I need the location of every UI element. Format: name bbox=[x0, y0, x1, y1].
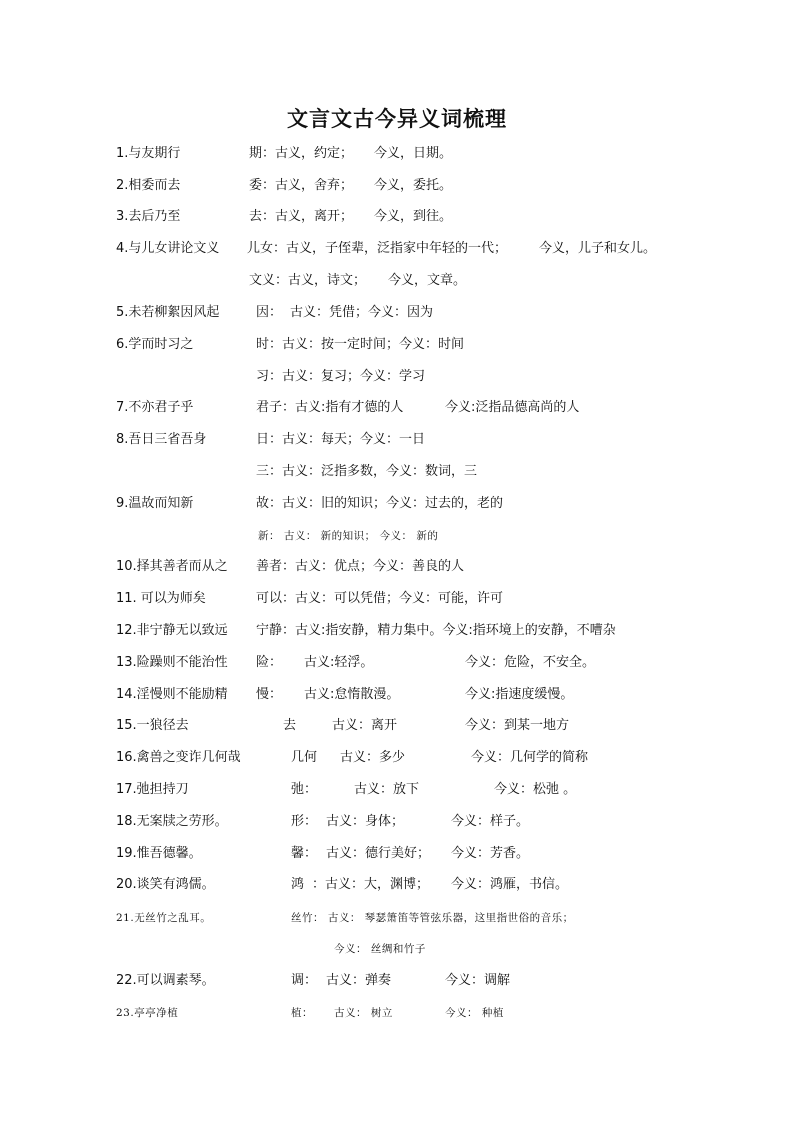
entry-ancient-meaning: 古义:轻浮。 bbox=[304, 655, 374, 670]
entry-modern-meaning: 今义：调解 bbox=[445, 973, 511, 988]
entry-meanings: 习：古义：复习；今义：学习 bbox=[256, 369, 426, 384]
entry-meanings: 可以：古义：可以凭借；今义：可能，许可 bbox=[256, 591, 504, 606]
entry-term: 形： bbox=[291, 814, 318, 829]
entry-ancient-meaning: ：古义：大，渊博； bbox=[312, 877, 430, 892]
entry-ancient-meaning: 文义：古义，诗文； bbox=[249, 273, 367, 288]
entry-term: 几何 bbox=[291, 750, 318, 765]
entry-meanings: 善者：古义：优点；今义：善良的人 bbox=[256, 559, 465, 574]
entry-modern-meaning: 今义，儿子和女儿。 bbox=[539, 241, 657, 256]
entry-phrase: 9.温故而知新 bbox=[116, 496, 194, 511]
entry-ancient-meaning: 儿女：古义，子侄辈，泛指家中年轻的一代； bbox=[247, 241, 508, 256]
entry-phrase: 21.无丝竹之乱耳。 bbox=[116, 912, 212, 924]
entry-phrase: 6.学而时习之 bbox=[116, 337, 194, 352]
entry-phrase: 1.与友期行 bbox=[116, 146, 181, 161]
entry-meanings: 古义：凭借；今义：因为 bbox=[290, 305, 434, 320]
entry-phrase: 12.非宁静无以致远 bbox=[116, 623, 228, 638]
entry-meanings: 新： 古义： 新的知识； 今义： 新的 bbox=[258, 530, 439, 542]
entry-phrase: 19.惟吾德馨。 bbox=[116, 846, 202, 861]
entry-modern-meaning: 今义： 丝绸和竹子 bbox=[334, 943, 426, 955]
entry-phrase: 11. 可以为师矣 bbox=[116, 591, 206, 606]
entry-ancient-meaning: 古义：身体； bbox=[326, 814, 405, 829]
entry-ancient-meaning: 古义： 树立 bbox=[334, 1007, 393, 1019]
entry-meanings: 时：古义：按一定时间；今义：时间 bbox=[256, 337, 465, 352]
entry-ancient-meaning: 古义:怠惰散漫。 bbox=[304, 687, 400, 702]
entry-modern-meaning: 今义： 种植 bbox=[445, 1007, 504, 1019]
entry-ancient-meaning: 古义：离开 bbox=[332, 718, 398, 733]
entry-modern-meaning: 今义：松弛 。 bbox=[494, 782, 577, 797]
entry-meanings: 宁静：古义:指安静，精力集中。今义:指环境上的安静，不嘈杂 bbox=[256, 623, 616, 638]
document-title: 文言文古今异义词梳理 bbox=[287, 107, 507, 131]
entry-term: 鸿 bbox=[291, 877, 305, 892]
entry-phrase: 17.弛担持刀 bbox=[116, 782, 189, 797]
entry-phrase: 2.相委而去 bbox=[116, 178, 181, 193]
entry-phrase: 15.一狼径去 bbox=[116, 718, 189, 733]
entry-phrase: 10.择其善者而从之 bbox=[116, 559, 228, 574]
entry-ancient-meaning: 古义：多少 bbox=[340, 750, 406, 765]
entry-ancient-meaning: 古义：弹奏 bbox=[326, 973, 392, 988]
entry-modern-meaning: 今义:指速度缓慢。 bbox=[465, 687, 574, 702]
entry-modern-meaning: 今义：样子。 bbox=[451, 814, 530, 829]
entry-ancient-meaning: 委：古义，舍弃； bbox=[249, 178, 354, 193]
entry-phrase: 23.亭亭净植 bbox=[116, 1007, 179, 1019]
entry-modern-meaning: 今义：芳香。 bbox=[451, 846, 530, 861]
entry-phrase: 5.未若柳絮因风起 bbox=[116, 305, 220, 320]
entry-phrase: 20.谈笑有鸿儒。 bbox=[116, 877, 215, 892]
entry-ancient-meaning: 古义：放下 bbox=[354, 782, 420, 797]
entry-phrase: 18.无案牍之劳形。 bbox=[116, 814, 228, 829]
entry-modern-meaning: 今义：鸿雁，书信。 bbox=[451, 877, 569, 892]
entry-term: 调： bbox=[291, 973, 318, 988]
entry-term: 去 bbox=[283, 718, 297, 733]
entry-term: 慢： bbox=[256, 687, 283, 702]
entry-phrase: 3.去后乃至 bbox=[116, 209, 181, 224]
entry-ancient-meaning: 君子：古义:指有才德的人 bbox=[256, 400, 404, 415]
entry-meanings: 丝竹： 古义： 琴瑟箫笛等管弦乐器，这里指世俗的音乐； bbox=[291, 912, 574, 924]
entry-phrase: 16.禽兽之变诈几何哉 bbox=[116, 750, 241, 765]
entry-meanings: 故：古义：旧的知识；今义：过去的，老的 bbox=[256, 496, 504, 511]
entry-term: 因： bbox=[256, 305, 283, 320]
entry-phrase: 4.与儿女讲论文义 bbox=[116, 241, 220, 256]
entry-meanings: 日：古义：每天；今义：一日 bbox=[256, 432, 426, 447]
entry-modern-meaning: 今义，委托。 bbox=[374, 178, 453, 193]
entry-modern-meaning: 今义：危险，不安全。 bbox=[465, 655, 596, 670]
entry-term: 弛： bbox=[291, 782, 318, 797]
entry-phrase: 14.淫慢则不能励精 bbox=[116, 687, 228, 702]
entry-modern-meaning: 今义：到某一地方 bbox=[465, 718, 570, 733]
entry-modern-meaning: 今义：几何学的简称 bbox=[471, 750, 589, 765]
entry-modern-meaning: 今义:泛指品德高尚的人 bbox=[445, 400, 580, 415]
entry-term: 馨： bbox=[291, 846, 318, 861]
entry-term: 险： bbox=[256, 655, 283, 670]
entry-phrase: 13.险躁则不能治性 bbox=[116, 655, 228, 670]
entry-meanings: 三：古义：泛指多数，今义：数词，三 bbox=[256, 464, 478, 479]
entry-ancient-meaning: 去：古义，离开； bbox=[249, 209, 354, 224]
entry-modern-meaning: 今义，文章。 bbox=[388, 273, 467, 288]
entry-phrase: 7.不亦君子乎 bbox=[116, 400, 194, 415]
entry-term: 植： bbox=[291, 1007, 313, 1019]
entry-ancient-meaning: 古义：德行美好； bbox=[326, 846, 431, 861]
entry-modern-meaning: 今义，日期。 bbox=[374, 146, 453, 161]
entry-phrase: 8.吾日三省吾身 bbox=[116, 432, 207, 447]
entry-modern-meaning: 今义，到往。 bbox=[374, 209, 453, 224]
entry-ancient-meaning: 期：古义，约定； bbox=[249, 146, 354, 161]
entry-phrase: 22.可以调素琴。 bbox=[116, 973, 215, 988]
